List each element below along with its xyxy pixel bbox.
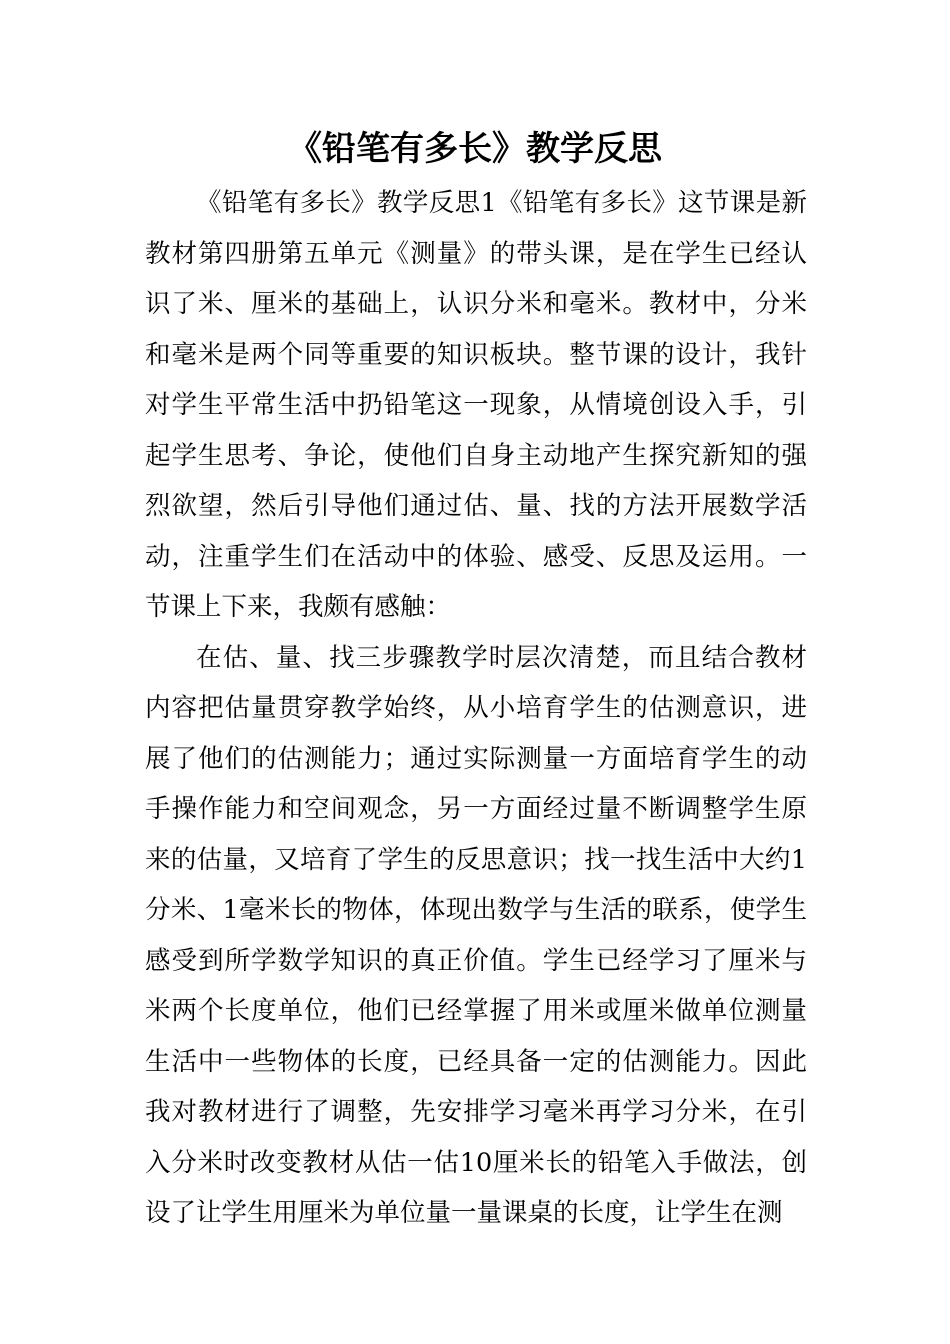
paragraph-1: 《铅笔有多长》教学反思1《铅笔有多长》这节课是新教材第四册第五单元《测量》的带头课，是在学生已经认识了米、厘米的基础上，认识分米和毫米。教材中，分米和毫米是两个同等重要的知识板块。整节课的设计，我针对学生平常生活中扔铅笔这一现象，从情境创设入手，引起学生思考、争论，使他们自身主动地产生探究新知的强烈欲望，然后引导他们通过估、量、找的方法开展数学活动，注重学生们在活动中的体验、感受、反思及运用。一节课上下来，我颇有感触： — [145, 188, 807, 622]
paragraph-2: 在估、量、找三步骤教学时层次清楚，而且结合教材内容把估量贯穿教学始终，从小培育学生的估测意识，进展了他们的估测能力；通过实际测量一方面培育学生的动手操作能力和空间观念，另一方面经过量不断调整学生原来的估量，又培育了学生的反思意识；找一找生活中大约1分米、1毫米长的物体，体现出数学与生活的联系，使学生感受到所学数学知识的真正价值。学生已经学习了厘米与米两个长度单位，他们已经掌握了用米或厘米做单位测量生活中一些物体的长度，已经具备一定的估测能力。因此我对教材进行了调整，先安排学习毫米再学习分米，在引入分米时改变教材从估一估10厘米长的铅笔入手做法，创设了让学生用厘米为单位量一量课桌的长度，让学生在测 — [145, 642, 807, 1228]
document-body — [145, 178, 807, 1239]
document-title: 《铅笔有多长》教学反思 — [288, 129, 662, 169]
